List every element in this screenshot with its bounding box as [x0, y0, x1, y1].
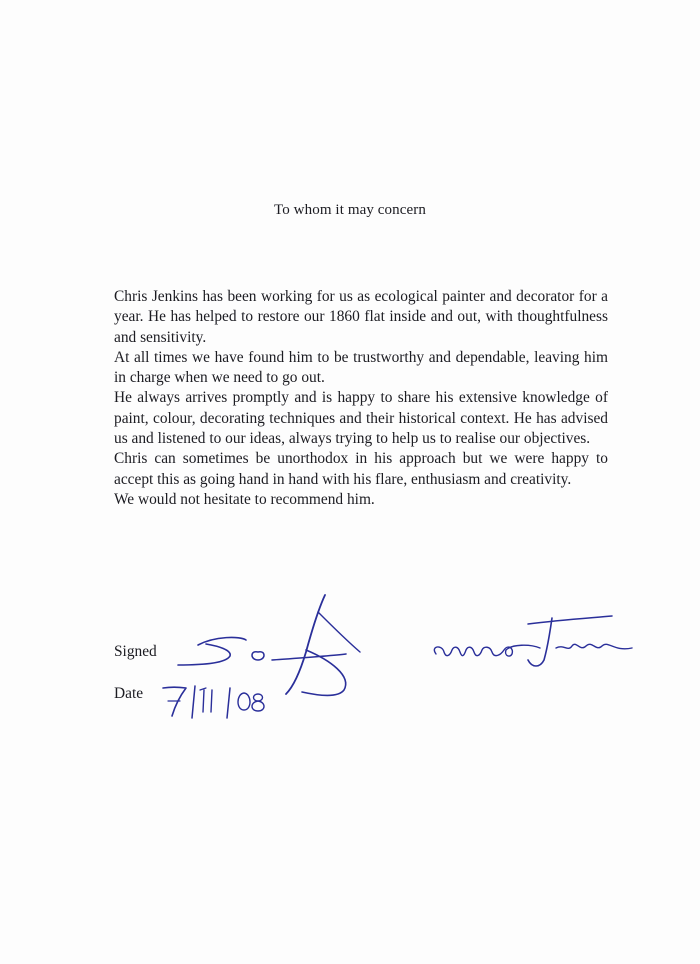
date-label: Date [114, 685, 144, 702]
paragraph-2: At all times we have found him to be trustworthy and dependable, leaving him in charge when we need to go out. [114, 348, 608, 387]
signed-label: Signed [114, 643, 157, 660]
paragraph-1: Chris Jenkins has been working for us as ecological painter and decorator for a year. He has helped to restore our 1860 flat inside and out, with thoughtfulness and sensitivity. [114, 288, 608, 346]
letter-body [114, 287, 608, 510]
salutation: To whom it may concern [274, 202, 426, 218]
paragraph-3: He always arrives promptly and is happy to share his extensive knowledge of paint, colour, decorating techniques and their historical context. He has advised us and listened to our ideas, always trying to help us to realise our objectives. [114, 389, 608, 448]
paragraph-4: Chris can sometimes be unorthodox in his approach but we were happy to accept this as going hand in hand with his flare, enthusiasm and creativity. [114, 450, 608, 488]
paragraph-5: We would not hesitate to recommend him. [114, 490, 375, 508]
